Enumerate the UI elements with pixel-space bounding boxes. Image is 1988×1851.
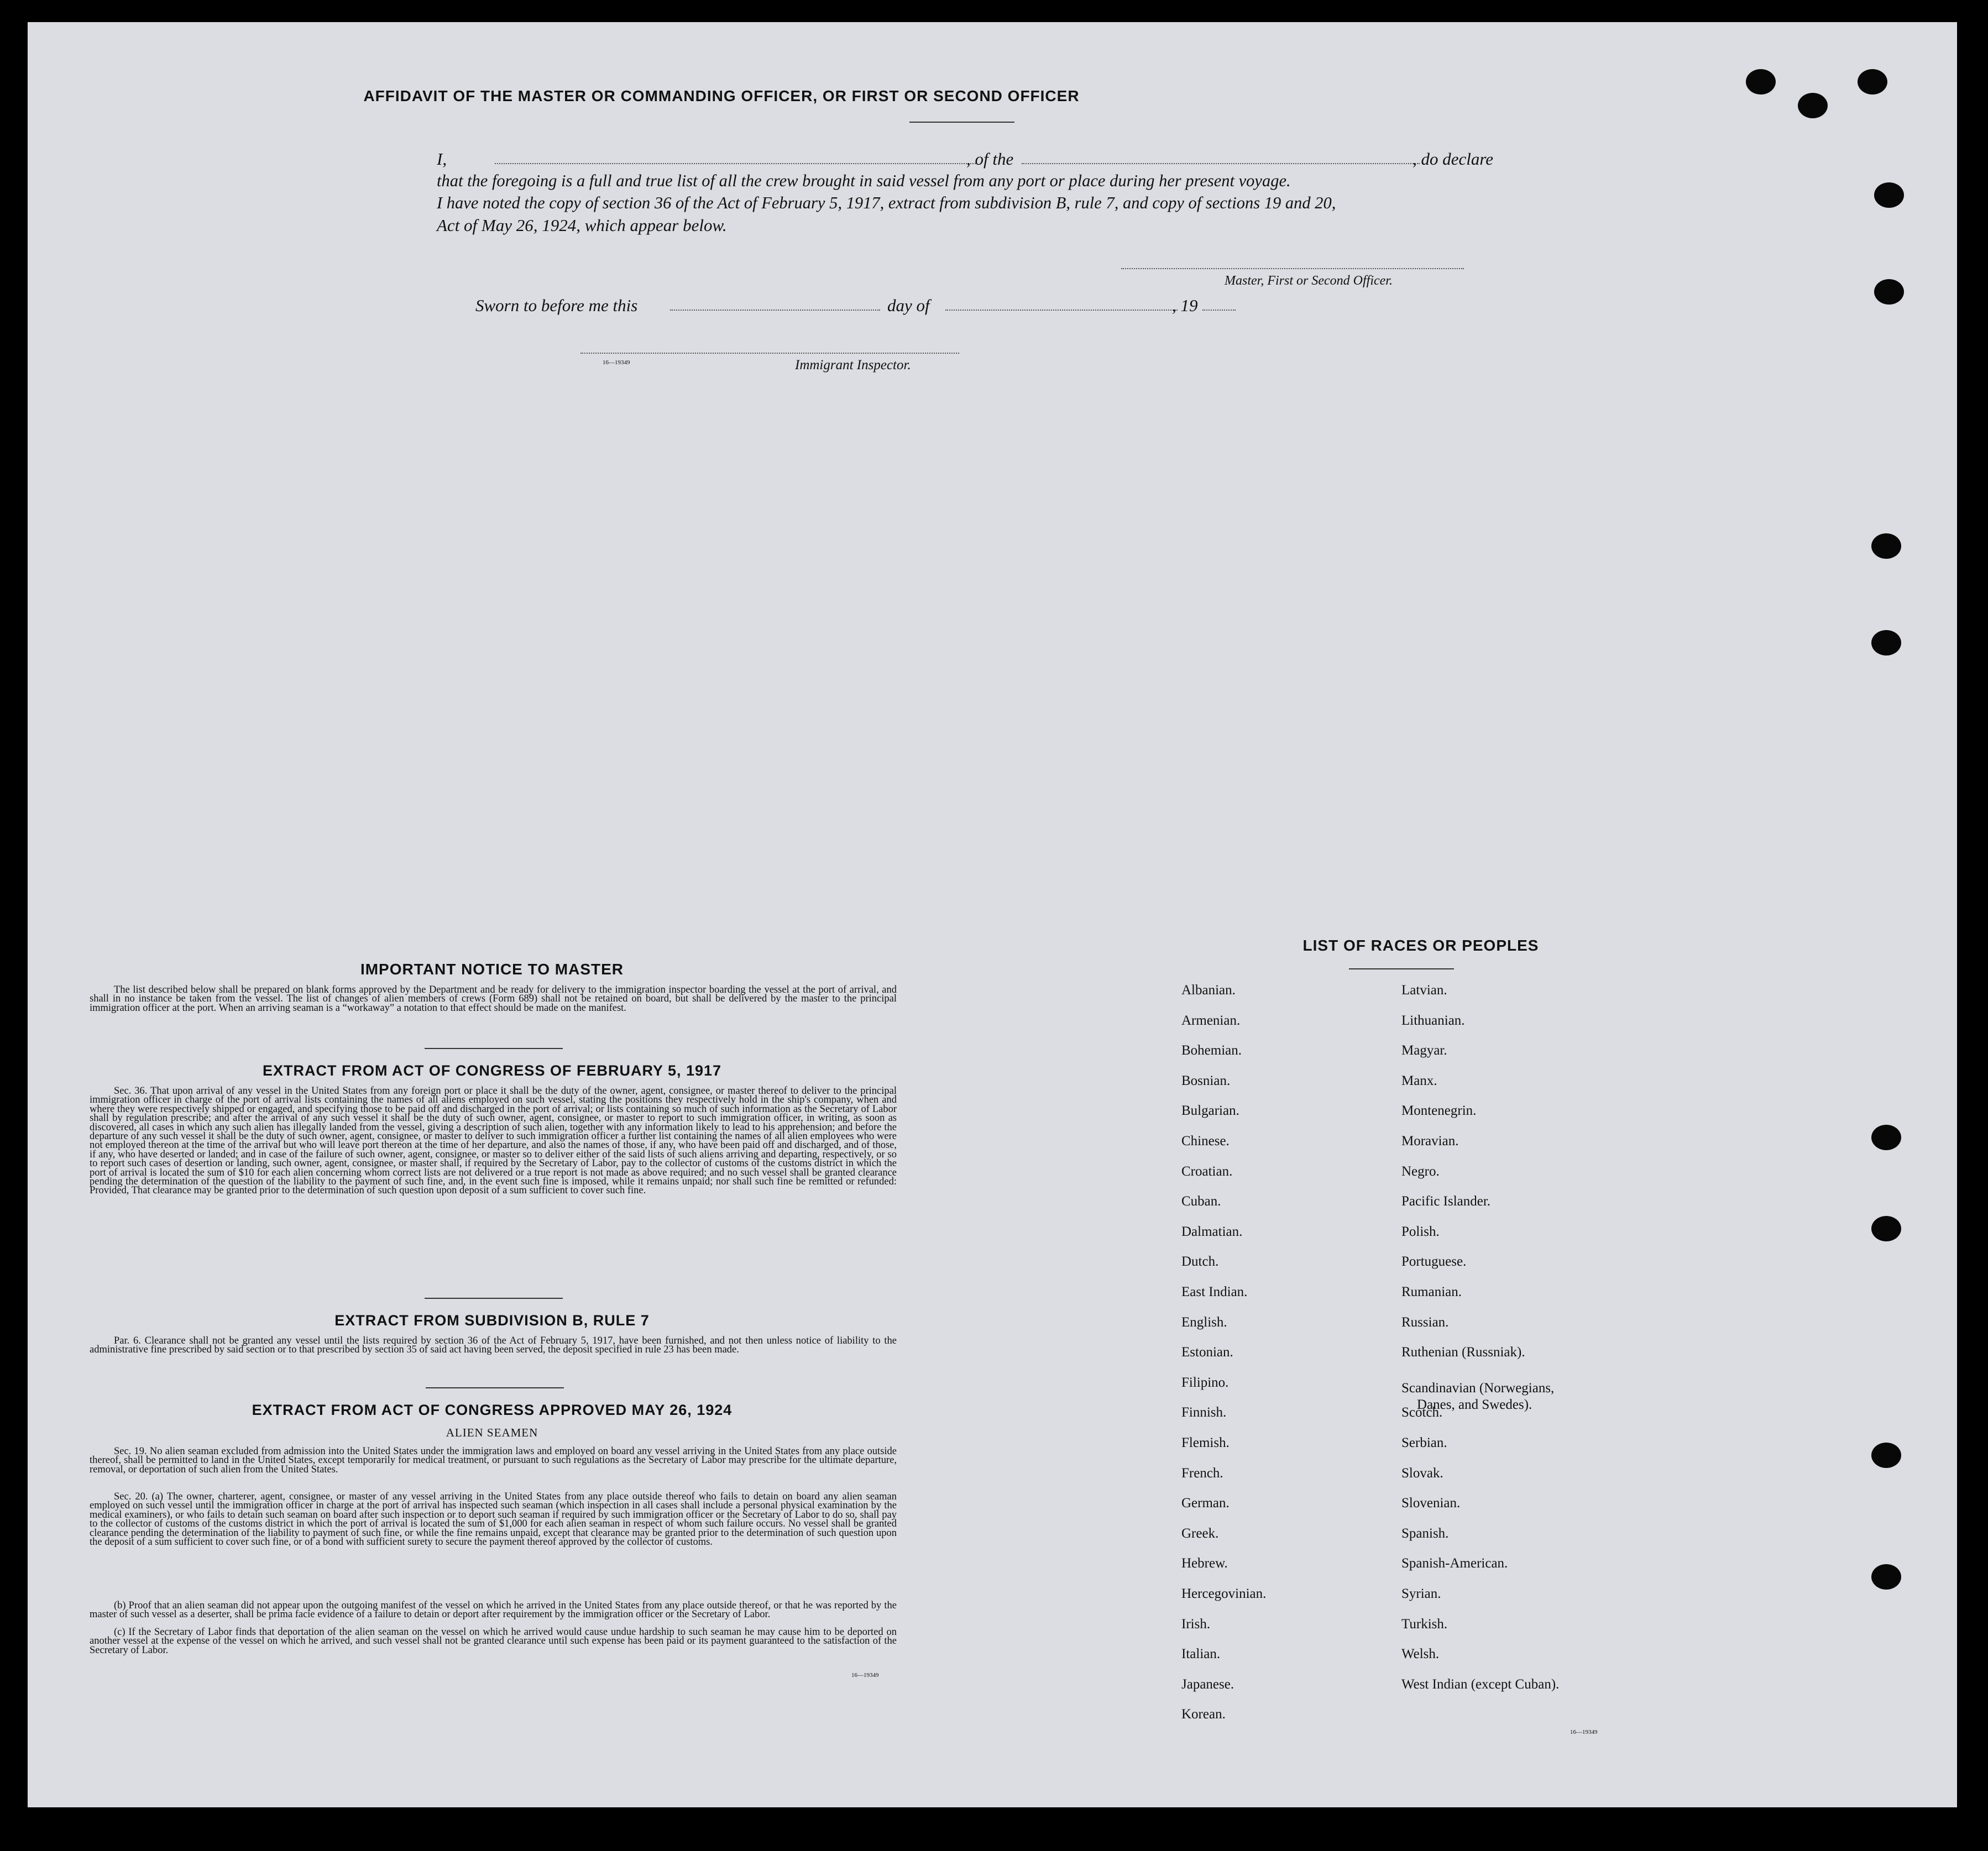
punch-hole	[1746, 69, 1776, 95]
race-item: Pacific Islander.	[1401, 1194, 1491, 1209]
year-prefix-label: , 19	[1172, 296, 1198, 315]
extract-1924-sec19: Sec. 19. No alien seaman excluded from admission into the United States under the immigration laws and employed on board any vessel arriving in the United States from any place outside thereof, shall be permitted to land in the United States, except temporarily for medical treatment, or pursuant to such regulations as the Secretary of Labor may prescribe for the ultimate departure, removal, or deportation of such alien from the United States.	[90, 1446, 897, 1475]
race-item: Latvian.	[1401, 983, 1447, 998]
punch-hole	[1858, 69, 1887, 95]
affidavit-line-2: that the foregoing is a full and true list of all the crew brought in said vessel from any port or place during her present voyage.	[437, 171, 1291, 190]
race-item: Manx.	[1401, 1073, 1437, 1088]
race-item: Spanish.	[1401, 1525, 1449, 1541]
punch-hole	[1871, 1216, 1901, 1241]
race-item: Albanian.	[1181, 983, 1236, 998]
race-item: East Indian.	[1181, 1284, 1248, 1299]
punch-hole	[1874, 279, 1904, 305]
notice-text: The list described below shall be prepared on blank forms approved by the Department and be ready for delivery to the immigration inspector boarding the vessel at the port of arrival, and shall in no instance be taken from the vessel. The list of changes of alien members of crews (Form 689) shall not be retained on board, but shall be delivered by the master to the principal immigration officer at the port. When an arriving seaman is a “workaway” a notation to that effect should be made on the manifest.	[90, 984, 897, 1014]
race-item: Hercegovinian.	[1181, 1586, 1267, 1601]
extract-rule7-title: EXTRACT FROM SUBDIVISION B, RULE 7	[334, 1312, 650, 1329]
punch-hole	[1871, 1125, 1901, 1150]
vessel-field[interactable]	[1022, 163, 1420, 164]
affidavit-line-1	[437, 149, 447, 169]
punch-hole	[1871, 1443, 1901, 1468]
notice-title: IMPORTANT NOTICE TO MASTER	[360, 961, 624, 978]
race-item: Dalmatian.	[1181, 1224, 1243, 1239]
race-item: Armenian.	[1181, 1013, 1241, 1028]
affidavit-title: AFFIDAVIT OF THE MASTER OR COMMANDING OFFICER, OR FIRST OR SECOND OFFICER	[363, 87, 1080, 104]
sworn-label: Sworn to before me this	[475, 296, 638, 315]
race-item: Negro.	[1401, 1163, 1440, 1179]
extract-1924-sec20b: (b) Proof that an alien seaman did not appear upon the outgoing manifest of the vessel on which he arrived in the United States from any place outside thereof, or that he was reported by the master of such vessel as a deserter, shall be prima facie evidence of a failure to detain or deport after requirement by the immigration officer or the Secretary of Labor.	[90, 1600, 897, 1621]
race-item: Polish.	[1401, 1224, 1440, 1239]
race-item: Danes, and Swedes).	[1417, 1397, 1532, 1412]
extract-1924-sec20a: Sec. 20. (a) The owner, charterer, agent, consignee, or master of any vessel arriving in the United States from any place outside thereof who fails to detain on board any alien seaman employed on such vessel until the immigration officer in charge at the port of arrival has inspected such seaman (which inspection in all cases shall include a personal physical examination by the medical examiners), or who fails to detain such seaman on board after such inspection or to deport such seaman if required by such immigration officer or the Secretary of Labor to do so, shall pay to the collector of customs of the customs district in which the port of arrival is located the sum of $1,000 for each alien seaman in respect of whom such failure occurs. No vessel shall be granted clearance pending the determination of the liability to payment of such fine, or while the fine remains unpaid, except that clearance may be granted prior to the determination of such question upon the deposit of a sum sufficient to cover such fine, or of a bond with sufficient surety to secure the payment thereof approved by the collector of customs.	[90, 1491, 897, 1548]
extract-1924-title: EXTRACT FROM ACT OF CONGRESS APPROVED MAY 26, 1924	[252, 1402, 733, 1418]
form-number: 16—19349	[603, 359, 630, 366]
race-item: Moravian.	[1401, 1134, 1459, 1149]
race-item: Slovenian.	[1401, 1496, 1461, 1511]
race-item: Ruthenian (Russniak).	[1401, 1345, 1525, 1360]
punch-hole	[1871, 533, 1901, 559]
sworn-month-field[interactable]	[945, 310, 1178, 311]
race-item: Scandinavian (Norwegians,	[1401, 1380, 1555, 1396]
race-item: Turkish.	[1401, 1616, 1448, 1632]
divider	[1349, 968, 1454, 969]
divider	[425, 1048, 563, 1049]
races-title: LIST OF RACES OR PEOPLES	[1302, 937, 1539, 954]
extract-1917-text: Sec. 36. That upon arrival of any vessel in the United States from any foreign port or place it shall be the duty of the owner, agent, consignee, or master thereof to deliver to the principal immigration officer in charge of the port of arrival lists containing the names of all aliens employed on such vessel, stating the positions they respectively hold in the ship's company, when and where they were respectively shipped or engaged, and specifying those to be paid off and discharged in the port of arrival; or lists containing so much of such information as the Secretary of Labor shall by regulation prescribe; and after the arrival of any such vessel it shall be the duty of such owner, agent, consignee, or master to report to such immigration officer, in writing, as soon as discovered, all cases in which any such alien has illegally landed from the vessel, giving a description of such alien, together with any information likely to lead to his apprehension; and before the departure of any such vessel it shall be the duty of such owner, agent, consignee, or master to deliver to such immigration officer a further list containing the names of all alien employees who were not employed thereon at the time of the arrival but who will leave port thereon at the time of her departure, and also the names of those, if any, who have been paid off and discharged, and of those, if any, who have deserted or landed; and in case of the failure of such owner, agent, consignee, or master so to deliver either of the said lists of such aliens arriving and departing, respectively, or so to report such cases of desertion or landing, such owner, agent, consignee, or master shall, if required by the Secretary of Labor, pay to the collector of customs of the customs district in which the port of arrival is located the sum of $10 for each alien concerning whom correct lists are not delivered or a true report is not made as above required; and no such vessel shall be granted clearance pending the determination of the question of the liability to the payment of such fine, and, in the event such fine is imposed, while it remains unpaid; nor shall such fine be remitted or refunded: Provided, That clearance may be granted prior to the determination of such question upon deposit of a sum sufficient to cover such fine.	[90, 1086, 897, 1197]
affidavit-line-4: Act of May 26, 1924, which appear below.	[437, 216, 727, 235]
race-item: Italian.	[1181, 1647, 1221, 1662]
i-label: I,	[437, 149, 447, 169]
race-item: Russian.	[1401, 1314, 1449, 1330]
race-item: Bosnian.	[1181, 1073, 1231, 1088]
divider	[909, 122, 1014, 123]
race-item: Montenegrin.	[1401, 1103, 1477, 1119]
race-item: Lithuanian.	[1401, 1013, 1465, 1028]
extract-1924-sec20c: (c) If the Secretary of Labor finds that deportation of the alien seaman on the vessel on which he arrived would cause undue hardship to such seaman he may cause him to be deported on another vessel at the expense of the vessel on which he arrived, and such vessel shall not be granted clearance until such expense has been paid or its payment guaranteed to the satisfaction of the Secretary of Labor.	[90, 1627, 897, 1656]
race-item: Bohemian.	[1181, 1043, 1242, 1058]
sworn-day-field[interactable]	[670, 310, 880, 311]
race-item: Syrian.	[1401, 1586, 1441, 1601]
race-item: Serbian.	[1401, 1435, 1447, 1450]
day-of-label: day of	[887, 296, 930, 315]
sworn-year-field[interactable]	[1202, 310, 1236, 311]
punch-hole	[1871, 1564, 1901, 1590]
race-item: Bulgarian.	[1181, 1103, 1239, 1119]
of-the-label: , of the	[966, 149, 1014, 169]
divider	[426, 1387, 564, 1388]
race-item: English.	[1181, 1314, 1227, 1330]
form-number: 16—19349	[1570, 1729, 1598, 1735]
inspector-label: Immigrant Inspector.	[795, 358, 911, 373]
race-item: Croatian.	[1181, 1163, 1233, 1179]
punch-hole	[1871, 630, 1901, 656]
do-declare-label: , do declare	[1412, 149, 1494, 169]
race-item: Hebrew.	[1181, 1556, 1228, 1571]
race-item: Flemish.	[1181, 1435, 1230, 1450]
name-field[interactable]	[495, 163, 976, 164]
race-item: Welsh.	[1401, 1647, 1440, 1662]
master-signature-field[interactable]	[1121, 268, 1464, 269]
race-item: West Indian (except Cuban).	[1401, 1676, 1560, 1692]
inspector-signature-field[interactable]	[580, 353, 959, 354]
race-item: Estonian.	[1181, 1345, 1233, 1360]
extract-1917-title: EXTRACT FROM ACT OF CONGRESS OF FEBRUARY 5, 1917	[262, 1062, 722, 1079]
master-signature-label: Master, First or Second Officer.	[1225, 274, 1393, 288]
race-item: Greek.	[1181, 1525, 1219, 1541]
race-item: Korean.	[1181, 1707, 1226, 1722]
race-item: Slovak.	[1401, 1465, 1443, 1481]
race-item: Irish.	[1181, 1616, 1211, 1632]
race-item: Rumanian.	[1401, 1284, 1462, 1299]
race-item: Cuban.	[1181, 1194, 1221, 1209]
punch-hole	[1874, 182, 1904, 208]
punch-hole	[1798, 93, 1828, 118]
race-item: Finnish.	[1181, 1405, 1227, 1420]
divider	[425, 1298, 563, 1299]
race-item: Portuguese.	[1401, 1254, 1467, 1270]
extract-rule7-text: Par. 6. Clearance shall not be granted any vessel until the lists required by section 36 of the Act of February 5, 1917, have been furnished, and not then unless notice of liability to the administrative fine prescribed by said section or to that prescribed by section 35 of said act having been served, the deposit specified in rule 23 has been made.	[90, 1335, 897, 1356]
race-item: Chinese.	[1181, 1134, 1230, 1149]
document-page	[28, 22, 1957, 1807]
race-item: Spanish-American.	[1401, 1556, 1508, 1571]
race-item: Scotch.	[1401, 1405, 1443, 1420]
affidavit-line-3: I have noted the copy of section 36 of the Act of February 5, 1917, extract from subdivision B, rule 7, and copy of sections 19 and 20,	[437, 193, 1336, 212]
race-item: German.	[1181, 1496, 1230, 1511]
form-number: 16—19349	[851, 1672, 879, 1679]
race-item: Filipino.	[1181, 1375, 1229, 1390]
race-item: Magyar.	[1401, 1043, 1447, 1058]
race-item: Japanese.	[1181, 1676, 1234, 1692]
race-item: Dutch.	[1181, 1254, 1219, 1270]
extract-1924-subtitle: ALIEN SEAMEN	[446, 1426, 538, 1439]
race-item: French.	[1181, 1465, 1223, 1481]
